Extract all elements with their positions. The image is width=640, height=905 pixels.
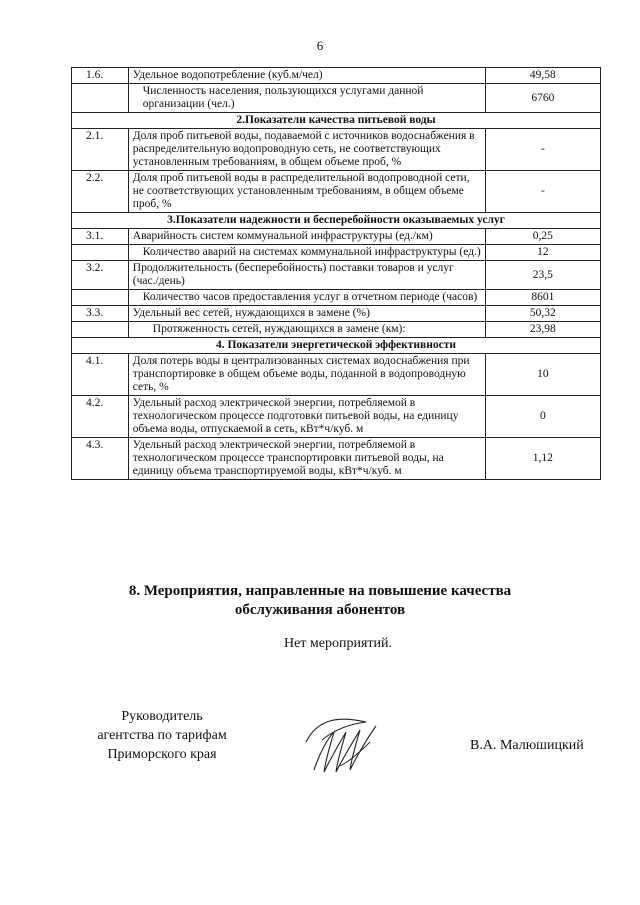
section-row: [72, 213, 601, 229]
row-number: 1.6.: [72, 68, 129, 84]
table-row: [72, 129, 601, 171]
section-title: 4. Показатели энергетической эффективности: [72, 338, 601, 354]
section-row: [72, 113, 601, 129]
table-row: [72, 438, 601, 480]
row-number: 3.3.: [72, 306, 129, 322]
row-value: 0,25: [485, 229, 600, 245]
row-description: Удельный расход электрической энергии, потребляемой в технологическом процессе подготовки питьевой воды, на единицу объема воды, отпускаемой в сеть, кВт*ч/куб. м: [128, 396, 485, 438]
table-row: [72, 290, 601, 306]
row-value: 23,98: [485, 322, 600, 338]
table-row: [72, 261, 601, 290]
row-value: 6760: [485, 84, 600, 113]
table-row: [72, 84, 601, 113]
row-description: Количество часов предоставления услуг в отчетном периоде (часов): [128, 290, 485, 306]
table-row: [72, 229, 601, 245]
row-value: 0: [485, 396, 600, 438]
row-description: Доля проб питьевой воды в распределительной водопроводной сети, не соответствующих установленным требованиям, в общем объеме проб, %: [128, 171, 485, 213]
row-value: 12: [485, 245, 600, 261]
signer-title-line1: Руководитель: [121, 709, 203, 724]
row-number: [72, 245, 129, 261]
table-row: [72, 396, 601, 438]
section-title: 3.Показатели надежности и бесперебойности оказываемых услуг: [72, 213, 601, 229]
row-description: Удельный вес сетей, нуждающихся в замене (%): [128, 306, 485, 322]
row-number: 3.1.: [72, 229, 129, 245]
signer-title-line2: агентства по тарифам: [97, 728, 227, 743]
table-row: [72, 306, 601, 322]
row-description: Продолжительность (бесперебойность) поставки товаров и услуг (час./день): [128, 261, 485, 290]
section-row: [72, 338, 601, 354]
signer-title: [82, 707, 242, 764]
row-description: Удельный расход электрической энергии, потребляемой в технологическом процессе транспортировки питьевой воды, на единицу объема транспортируемой воды, кВт*ч/куб. м: [128, 438, 485, 480]
row-number: 4.1.: [72, 354, 129, 396]
row-number: 4.3.: [72, 438, 129, 480]
row-value: 1,12: [485, 438, 600, 480]
row-value: 49,58: [485, 68, 600, 84]
row-description: Численность населения, пользующихся услугами данной организации (чел.): [128, 84, 485, 113]
row-value: 23,5: [485, 261, 600, 290]
indicators-table: [71, 67, 601, 480]
row-description: Количество аварий на системах коммунальной инфраструктуры (ед.): [128, 245, 485, 261]
row-value: -: [485, 129, 600, 171]
row-value: -: [485, 171, 600, 213]
row-number: 4.2.: [72, 396, 129, 438]
row-description: Доля потерь воды в централизованных системах водоснабжения при транспортировке в общем объеме воды, поданной в водопроводную сеть, %: [128, 354, 485, 396]
page-number: 6: [316, 38, 324, 53]
table-row: [72, 322, 601, 338]
row-value: 50,32: [485, 306, 600, 322]
row-description: Удельное водопотребление (куб.м/чел): [128, 68, 485, 84]
row-value: 10: [485, 354, 600, 396]
no-measures-note: Нет мероприятий.: [283, 636, 393, 651]
row-description: Аварийность систем коммунальной инфраструктуры (ед./км): [128, 229, 485, 245]
table-row: [72, 171, 601, 213]
row-description: Доля проб питьевой воды, подаваемой с источников водоснабжения в распределительную водопроводную сеть, не соответствующих установленным требованиям, в общем объеме проб, %: [128, 129, 485, 171]
table-row: [72, 354, 601, 396]
signer-name: В.А. Малюшицкий: [470, 738, 584, 753]
section-8-heading-line1: 8. Мероприятия, направленные на повышение качества: [128, 583, 512, 599]
table-row: [72, 68, 601, 84]
table-row: [72, 245, 601, 261]
row-number: 2.1.: [72, 129, 129, 171]
section-title: 2.Показатели качества питьевой воды: [72, 113, 601, 129]
row-value: 8601: [485, 290, 600, 306]
row-number: 3.2.: [72, 261, 129, 290]
row-number: 2.2.: [72, 171, 129, 213]
section-8-heading: [0, 582, 640, 620]
signer-title-line3: Приморского края: [107, 747, 217, 762]
row-number: [72, 290, 129, 306]
row-description: Протяженность сетей, нуждающихся в замене (км):: [128, 322, 485, 338]
section-8-heading-line2: обслуживания абонентов: [234, 602, 406, 618]
handwritten-signature: [300, 712, 390, 778]
row-number: [72, 84, 129, 113]
row-number: [72, 322, 129, 338]
